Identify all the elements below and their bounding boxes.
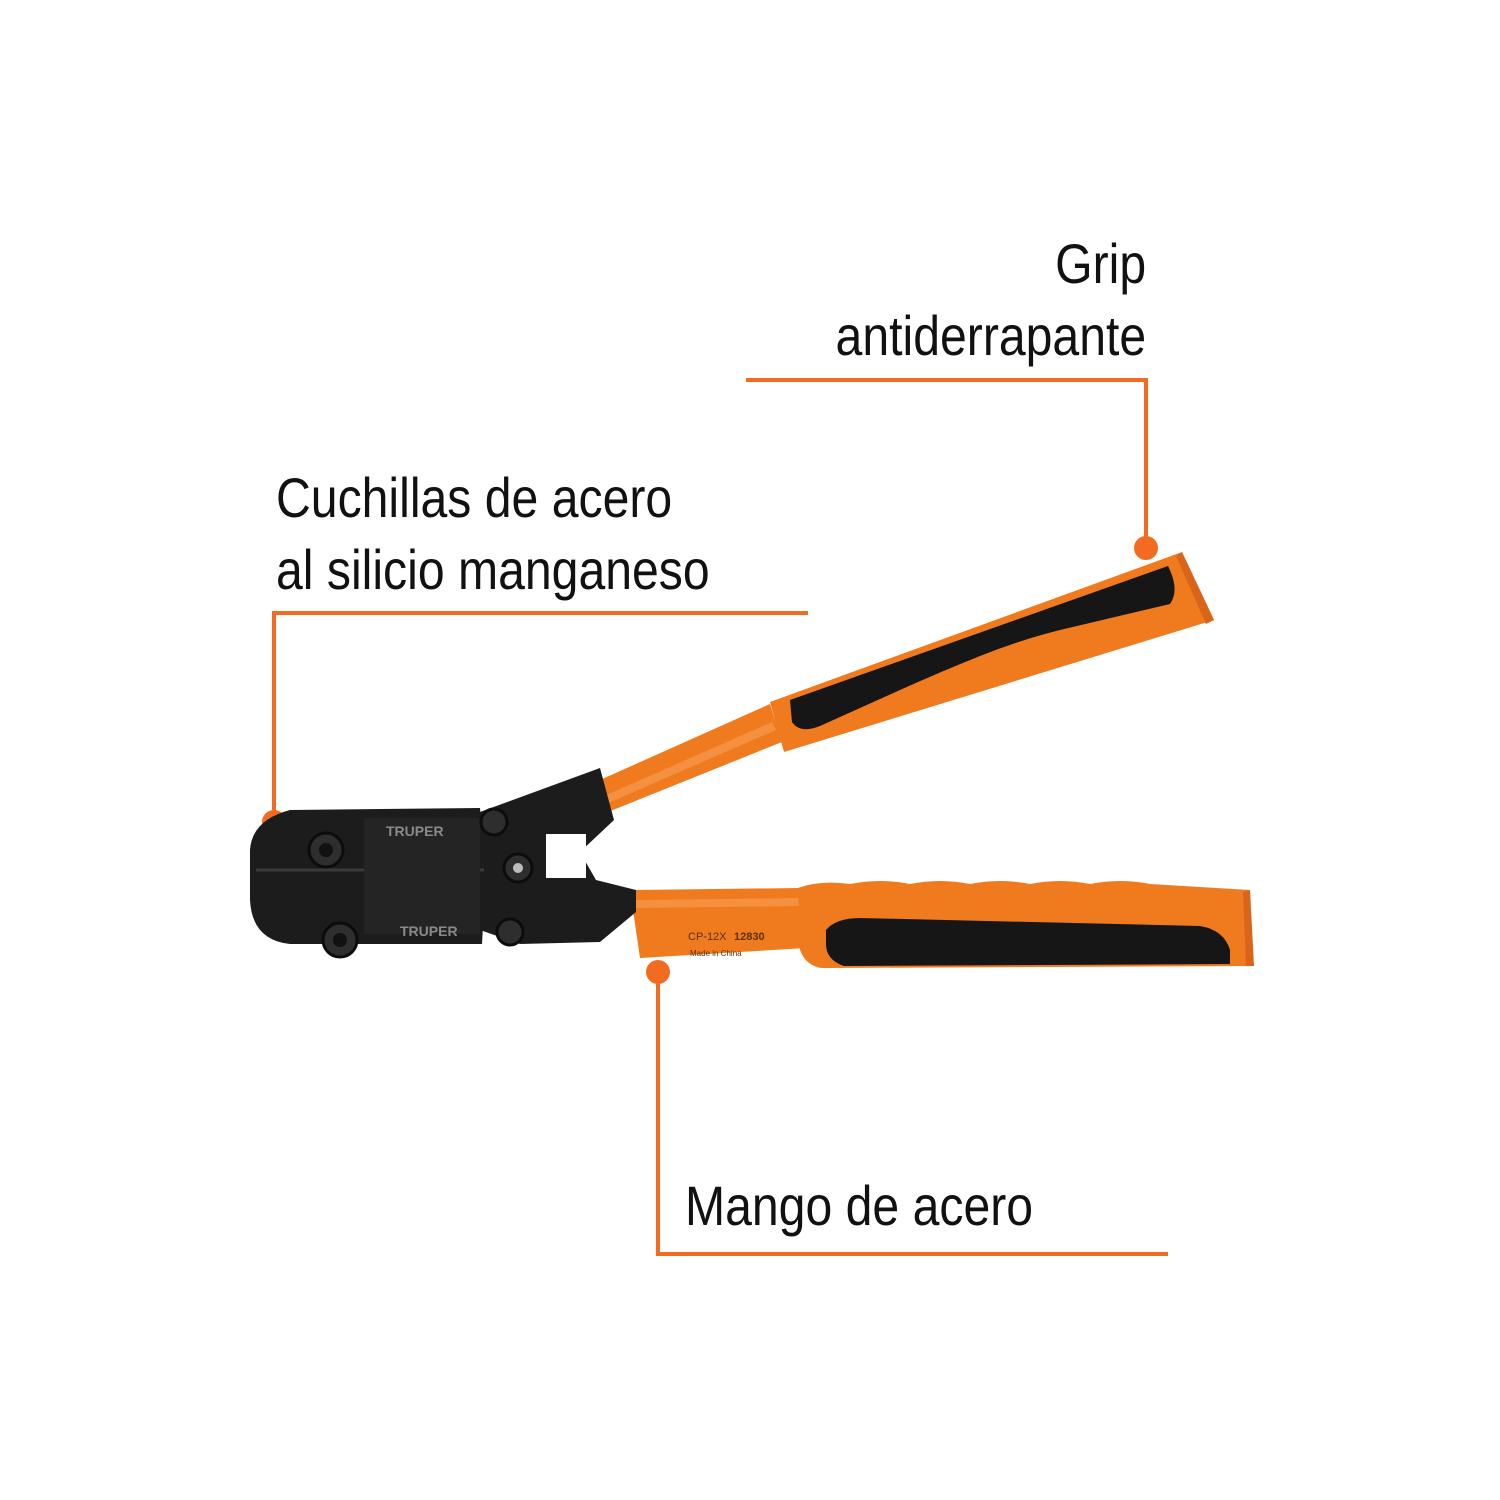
callout-handle-line1: Mango de acero — [685, 1174, 1034, 1237]
head-brand-bottom: TRUPER — [400, 923, 458, 939]
lower-grip — [798, 881, 1254, 968]
cutter-head — [250, 768, 636, 957]
origin-marking: Made in China — [690, 949, 742, 958]
jaw-gap — [546, 834, 586, 878]
head-brand-top: TRUPER — [386, 823, 444, 839]
callout-grip-line2: antiderrapante — [835, 304, 1146, 367]
callout-blades-line2: al silicio manganeso — [276, 538, 710, 601]
callout-handle-label — [685, 1170, 1033, 1242]
callout-grip-dot — [1134, 536, 1158, 560]
upper-grip — [770, 552, 1214, 752]
callout-blades-line1: Cuchillas de acero — [276, 466, 673, 529]
callout-blades-label — [276, 462, 710, 606]
code-marking: 12830 — [734, 931, 765, 943]
model-marking: CP-12X — [688, 931, 727, 943]
callout-grip-connector — [746, 380, 1158, 560]
callout-grip-label — [835, 228, 1146, 372]
callout-grip-line1: Grip — [1055, 232, 1146, 295]
